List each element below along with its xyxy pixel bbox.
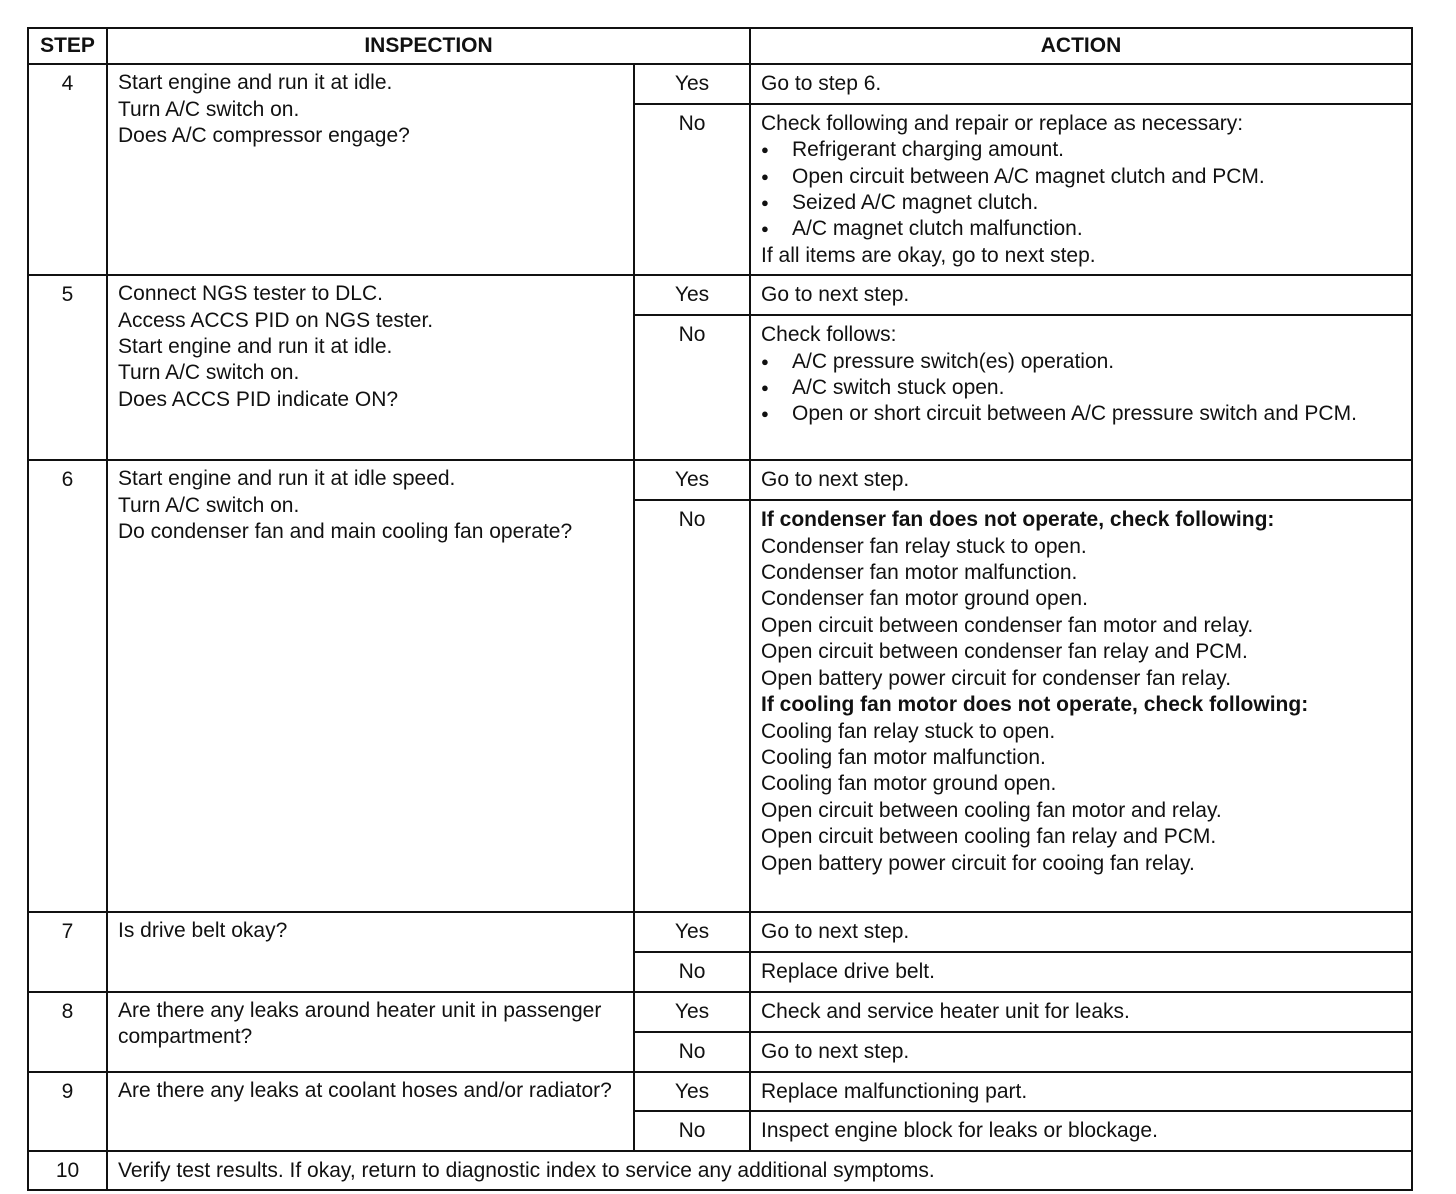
answer-yes: Yes — [634, 912, 750, 951]
action-bullet-item: ● Open or short circuit between A/C pressure switch and PCM. — [761, 401, 1401, 427]
table-row-final — [28, 1151, 1412, 1190]
step-number: 9 — [28, 1072, 107, 1151]
step-number: 6 — [28, 460, 107, 912]
table-row — [28, 64, 1412, 103]
inspection-cell — [107, 912, 634, 991]
action-cell — [750, 1072, 1412, 1111]
answer-yes: Yes — [634, 64, 750, 103]
action-cell — [750, 64, 1412, 103]
inspection-line: Turn A/C switch on. — [118, 361, 300, 385]
inspection-cell — [107, 275, 634, 460]
action-cell — [750, 992, 1412, 1032]
action-cell — [750, 1111, 1412, 1151]
step-number: 7 — [28, 912, 107, 991]
answer-yes: Yes — [634, 460, 750, 500]
inspection-line: Access ACCS PID on NGS tester. — [118, 308, 434, 332]
answer-yes: Yes — [634, 1072, 750, 1111]
inspection-line: Does A/C compressor engage? — [118, 124, 410, 148]
step-number: 10 — [28, 1151, 107, 1190]
action-line: Go to next step. — [761, 1039, 910, 1063]
action-line: Go to next step. — [761, 920, 910, 944]
inspection-line: Start engine and run it at idle. — [118, 335, 393, 359]
action-line: Open circuit between cooling fan motor and relay. — [761, 798, 1222, 822]
action-cell — [750, 104, 1412, 275]
action-line: Open battery power circuit for cooing fan relay. — [761, 851, 1195, 875]
action-line: Replace malfunctioning part. — [761, 1079, 1028, 1103]
action-line: Condenser fan motor malfunction. — [761, 561, 1078, 585]
action-cell — [750, 500, 1412, 912]
action-line: Condenser fan motor ground open. — [761, 587, 1088, 611]
table-row — [28, 275, 1412, 315]
answer-yes: Yes — [634, 992, 750, 1032]
action-line: Open circuit between condenser fan motor and relay. — [761, 613, 1254, 637]
inspection-line: Start engine and run it at idle. — [118, 71, 393, 95]
table-row — [28, 912, 1412, 951]
inspection-line: Are there any leaks at coolant hoses and/or radiator? — [118, 1078, 612, 1102]
action-cell — [750, 460, 1412, 500]
step-number: 5 — [28, 275, 107, 460]
action-line: Check follows: — [761, 323, 897, 347]
action-line: Open circuit between condenser fan relay and PCM. — [761, 640, 1248, 664]
action-bullet-item: ● Seized A/C magnet clutch. — [761, 190, 1401, 216]
action-line: Open battery power circuit for condenser fan relay. — [761, 666, 1232, 690]
inspection-line: Does ACCS PID indicate ON? — [118, 387, 399, 411]
action-line: Check and service heater unit for leaks. — [761, 999, 1130, 1023]
diagnostic-table — [27, 27, 1413, 1191]
answer-no: No — [634, 500, 750, 912]
action-line: Cooling fan relay stuck to open. — [761, 719, 1056, 743]
table-row — [28, 992, 1412, 1032]
answer-no: No — [634, 315, 750, 460]
inspection-line: Turn A/C switch on. — [118, 97, 300, 121]
action-line: Condenser fan relay stuck to open. — [761, 534, 1087, 558]
answer-no: No — [634, 1032, 750, 1072]
answer-yes: Yes — [634, 275, 750, 315]
action-line: Cooling fan motor ground open. — [761, 772, 1057, 796]
action-cell — [750, 952, 1412, 992]
action-cell — [750, 315, 1412, 460]
action-cell — [750, 1032, 1412, 1072]
action-line: Go to next step. — [761, 468, 910, 492]
inspection-line: Turn A/C switch on. — [118, 493, 300, 517]
action-line: Inspect engine block for leaks or blockage. — [761, 1119, 1158, 1143]
inspection-cell — [107, 64, 634, 275]
action-cell — [750, 275, 1412, 315]
inspection-line: Are there any leaks around heater unit in passenger compartment? — [118, 998, 602, 1049]
action-line: Check following and repair or replace as necessary: — [761, 111, 1244, 135]
inspection-cell — [107, 460, 634, 912]
inspection-line: Is drive belt okay? — [118, 919, 288, 943]
action-line: Cooling fan motor malfunction. — [761, 745, 1046, 769]
header-step: STEP — [28, 28, 107, 64]
inspection-cell — [107, 1072, 634, 1151]
table-row — [28, 1072, 1412, 1111]
final-instruction: Verify test results. If okay, return to diagnostic index to service any additional symptoms. — [107, 1151, 1412, 1190]
header-inspection: INSPECTION — [107, 28, 750, 64]
action-line: If all items are okay, go to next step. — [761, 243, 1096, 267]
step-number: 8 — [28, 992, 107, 1072]
inspection-line: Start engine and run it at idle speed. — [118, 467, 456, 491]
action-bullet-item: ● Open circuit between A/C magnet clutch and PCM. — [761, 164, 1401, 190]
action-bullet-item: ● A/C magnet clutch malfunction. — [761, 216, 1401, 242]
action-heading: If condenser fan does not operate, check following: — [761, 508, 1275, 532]
answer-no: No — [634, 952, 750, 992]
action-line: Go to next step. — [761, 283, 910, 307]
action-heading: If cooling fan motor does not operate, check following: — [761, 693, 1309, 717]
action-bullet-item: ● A/C pressure switch(es) operation. — [761, 349, 1401, 375]
action-line: Open circuit between cooling fan relay and PCM. — [761, 825, 1217, 849]
inspection-cell — [107, 992, 634, 1072]
table-row — [28, 460, 1412, 500]
inspection-line: Connect NGS tester to DLC. — [118, 282, 383, 306]
action-bullet-item: ● Refrigerant charging amount. — [761, 137, 1401, 163]
header-row — [28, 28, 1412, 64]
action-line: Go to step 6. — [761, 72, 882, 96]
action-bullet-item: ● A/C switch stuck open. — [761, 375, 1401, 401]
action-line: Replace drive belt. — [761, 959, 935, 983]
inspection-line: Do condenser fan and main cooling fan operate? — [118, 520, 573, 544]
answer-no: No — [634, 104, 750, 275]
step-number: 4 — [28, 64, 107, 275]
answer-no: No — [634, 1111, 750, 1151]
header-action: ACTION — [750, 28, 1412, 64]
action-cell — [750, 912, 1412, 951]
